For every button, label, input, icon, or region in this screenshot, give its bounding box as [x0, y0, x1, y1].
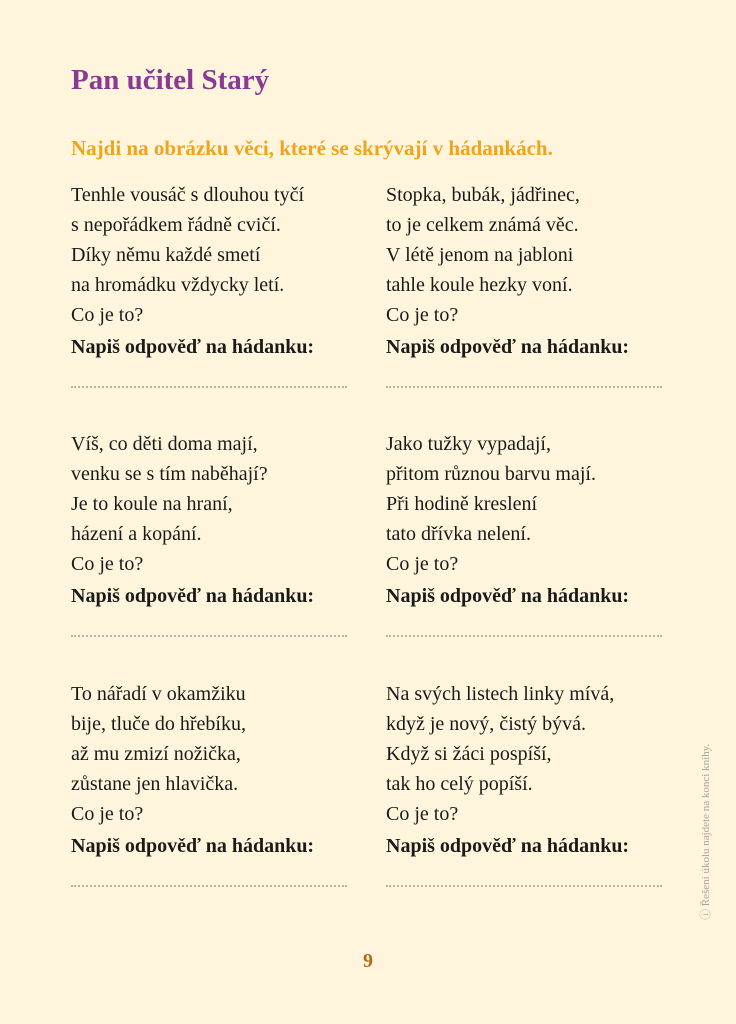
riddle-line: tak ho celý popíší. [386, 773, 533, 795]
riddle-question: Co je to? [71, 304, 144, 326]
answer-field[interactable] [386, 635, 662, 637]
riddle-question: Co je to? [71, 803, 144, 825]
riddle-1 [71, 180, 371, 362]
page-number: 9 [363, 950, 373, 972]
answer-field[interactable] [71, 635, 347, 637]
riddle-line: Na svých listech linky mívá, [386, 683, 615, 705]
riddle-line: Je to koule na hraní, [71, 493, 233, 515]
solution-note: ⓘ Řešení úkolu najdete na konci knihy. [700, 743, 712, 920]
instruction-heading: Najdi na obrázku věci, které se skrývají v hádankách. [71, 136, 553, 160]
answer-prompt: Napiš odpověď na hádanku: [71, 585, 315, 607]
riddle-5 [71, 679, 371, 861]
riddle-line: přitom různou barvu mají. [386, 463, 596, 485]
answer-prompt: Napiš odpověď na hádanku: [386, 336, 630, 358]
answer-field[interactable] [386, 386, 662, 388]
riddle-line: venku se s tím naběhají? [71, 463, 268, 485]
riddle-question: Co je to? [71, 553, 144, 575]
riddle-line: Při hodině kreslení [386, 493, 538, 515]
riddle-3 [71, 429, 371, 611]
answer-field[interactable] [386, 885, 662, 887]
answer-prompt: Napiš odpověď na hádanku: [71, 835, 315, 857]
riddle-line: zůstane jen hlavička. [71, 773, 239, 795]
answer-prompt: Napiš odpověď na hádanku: [386, 835, 630, 857]
riddle-question: Co je to? [386, 553, 459, 575]
riddle-line: Víš, co děti doma mají, [71, 433, 258, 455]
answer-field[interactable] [71, 386, 347, 388]
riddle-line: Tenhle vousáč s dlouhou tyčí [71, 184, 304, 206]
riddle-line: Jako tužky vypadají, [386, 433, 551, 455]
riddle-line: Stopka, bubák, jádřinec, [386, 184, 580, 206]
riddle-line: To nářadí v okamžiku [71, 683, 246, 705]
riddle-question: Co je to? [386, 803, 459, 825]
answer-prompt: Napiš odpověď na hádanku: [386, 585, 630, 607]
riddle-question: Co je to? [386, 304, 459, 326]
page-title: Pan učitel Starý [71, 64, 270, 96]
riddle-line: Díky němu každé smetí [71, 244, 261, 266]
riddle-line: házení a kopání. [71, 523, 202, 545]
riddle-line: když je nový, čistý bývá. [386, 713, 586, 735]
riddle-line: to je celkem známá věc. [386, 214, 579, 236]
riddle-line: tahle koule hezky voní. [386, 274, 573, 296]
riddle-line: s nepořádkem řádně cvičí. [71, 214, 281, 236]
answer-prompt: Napiš odpověď na hádanku: [71, 336, 315, 358]
riddle-line: až mu zmizí nožička, [71, 743, 241, 765]
riddle-line: bije, tluče do hřebíku, [71, 713, 246, 735]
riddle-6 [386, 679, 686, 861]
riddle-4 [386, 429, 686, 611]
riddle-2 [386, 180, 686, 362]
riddle-line: na hromádku vždycky letí. [71, 274, 285, 296]
riddle-line: tato dřívka nelení. [386, 523, 531, 545]
riddle-line: Když si žáci pospíší, [386, 743, 552, 765]
answer-field[interactable] [71, 885, 347, 887]
riddle-line: V létě jenom na jabloni [386, 244, 574, 266]
